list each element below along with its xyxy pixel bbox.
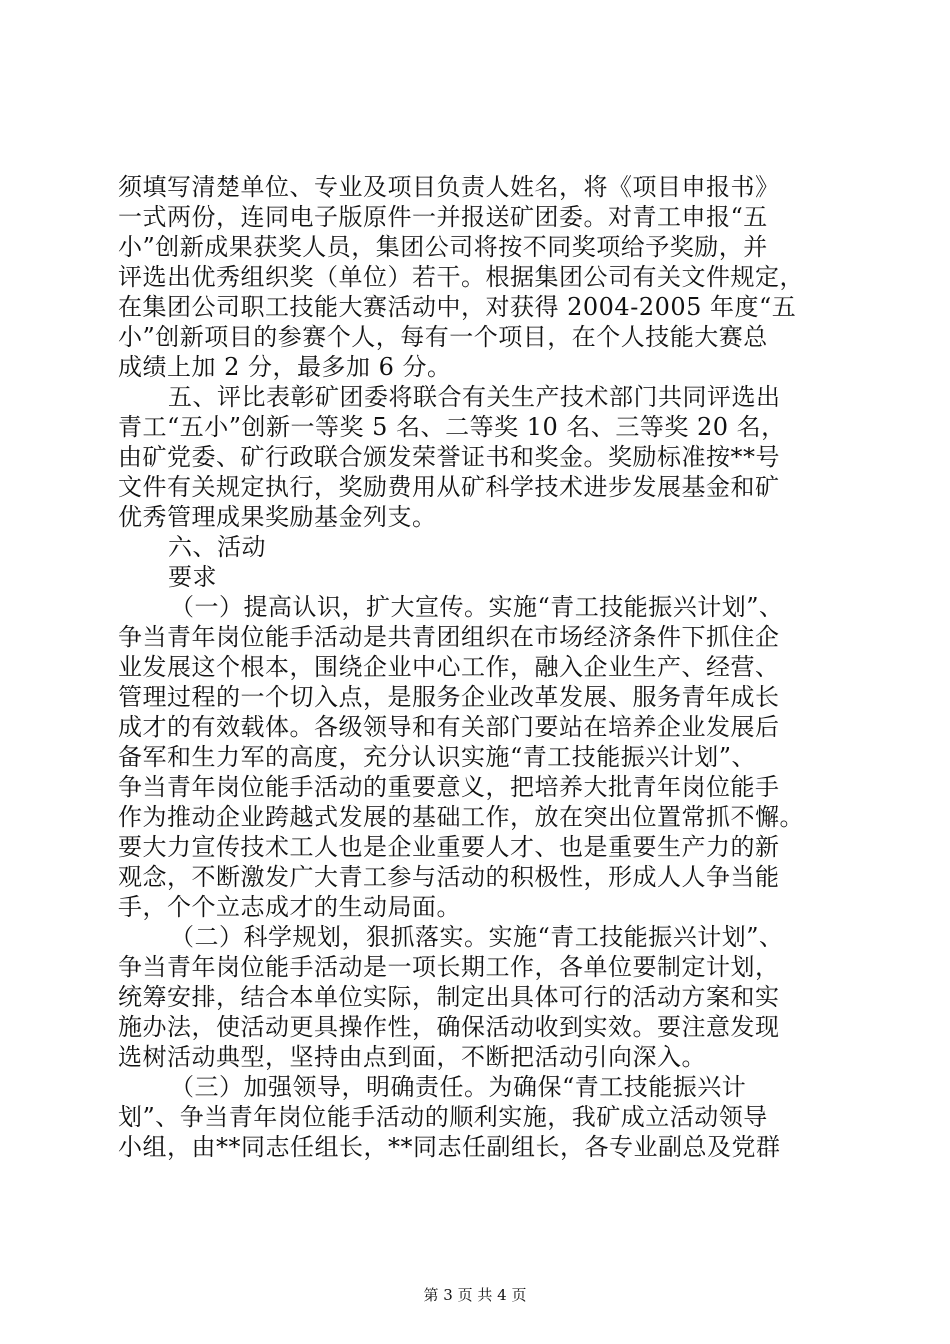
text-line: 成才的有效载体。各级领导和有关部门要站在培养企业发展后: [118, 713, 780, 741]
text-line: 小”创新项目的参赛个人，每有一个项目，在个人技能大赛总: [118, 323, 768, 351]
text-line: 选树活动典型，坚持由点到面，不断把活动引向深入。: [118, 1043, 706, 1071]
text-line: 备军和生力军的高度，充分认识实施“青工技能振兴计划”、: [118, 743, 757, 771]
text-line: 文件有关规定执行，奖励费用从矿科学技术进步发展基金和矿: [118, 473, 780, 501]
section-six-heading-continued: 要求: [168, 563, 217, 591]
page-footer: [0, 1285, 950, 1305]
section-five-heading-line: 五、评比表彰矿团委将联合有关生产技术部门共同评选出: [168, 383, 781, 411]
text-line: 一式两份，连同电子版原件一并报送矿团委。对青工申报“五: [118, 203, 768, 231]
text-line: 优秀管理成果奖励基金列支。: [118, 503, 437, 531]
text-line: 须填写清楚单位、专业及项目负责人姓名，将《项目申报书》: [118, 173, 780, 201]
text-line: 作为推动企业跨越式发展的基础工作，放在突出位置常抓不懈。: [118, 803, 804, 831]
section-six-heading: 六、活动: [168, 533, 266, 561]
page-number: 第 3 页 共 4 页: [423, 1286, 527, 1304]
text-line: 争当青年岗位能手活动是共青团组织在市场经济条件下抓住企: [118, 623, 780, 651]
text-line: 管理过程的一个切入点，是服务企业改革发展、服务青年成长: [118, 683, 780, 711]
text-line: 要大力宣传技术工人也是企业重要人才、也是重要生产力的新: [118, 833, 780, 861]
text-line: 施办法，使活动更具操作性，确保活动收到实效。要注意发现: [118, 1013, 780, 1041]
text-line: 青工“五小”创新一等奖 5 名、二等奖 10 名、三等奖 20 名，: [118, 413, 786, 441]
text-line: 手，个个立志成才的生动局面。: [118, 893, 461, 921]
text-line: 由矿党委、矿行政联合颁发荣誉证书和奖金。奖励标准按**号: [118, 443, 780, 471]
subsection-one-line: （一）提高认识，扩大宣传。实施“青工技能振兴计划”、: [170, 593, 784, 621]
document-body: [118, 172, 878, 1162]
text-line: 在集团公司职工技能大赛活动中，对获得 2004-2005 年度“五: [118, 293, 797, 321]
text-line: 评选出优秀组织奖（单位）若干。根据集团公司有关文件规定，: [118, 263, 804, 291]
text-line: 观念，不断激发广大青工参与活动的积极性，形成人人争当能: [118, 863, 780, 891]
text-line: 业发展这个根本，围绕企业中心工作，融入企业生产、经营、: [118, 653, 780, 681]
subsection-two-line: （二）科学规划，狠抓落实。实施“青工技能振兴计划”、: [170, 923, 784, 951]
text-line: 成绩上加 2 分，最多加 6 分。: [118, 353, 452, 381]
text-line: 划”、争当青年岗位能手活动的顺利实施，我矿成立活动领导: [118, 1103, 768, 1131]
text-line: 争当青年岗位能手活动的重要意义，把培养大批青年岗位能手: [118, 773, 780, 801]
text-line: 争当青年岗位能手活动是一项长期工作，各单位要制定计划，: [118, 953, 780, 981]
text-line: 小组，由**同志任组长，**同志任副组长，各专业副总及党群: [118, 1133, 781, 1161]
subsection-three-line: （三）加强领导，明确责任。为确保“青工技能振兴计: [170, 1073, 747, 1101]
text-line: 统筹安排，结合本单位实际，制定出具体可行的活动方案和实: [118, 983, 780, 1011]
text-line: 小”创新成果获奖人员，集团公司将按不同奖项给予奖励，并: [118, 233, 768, 261]
